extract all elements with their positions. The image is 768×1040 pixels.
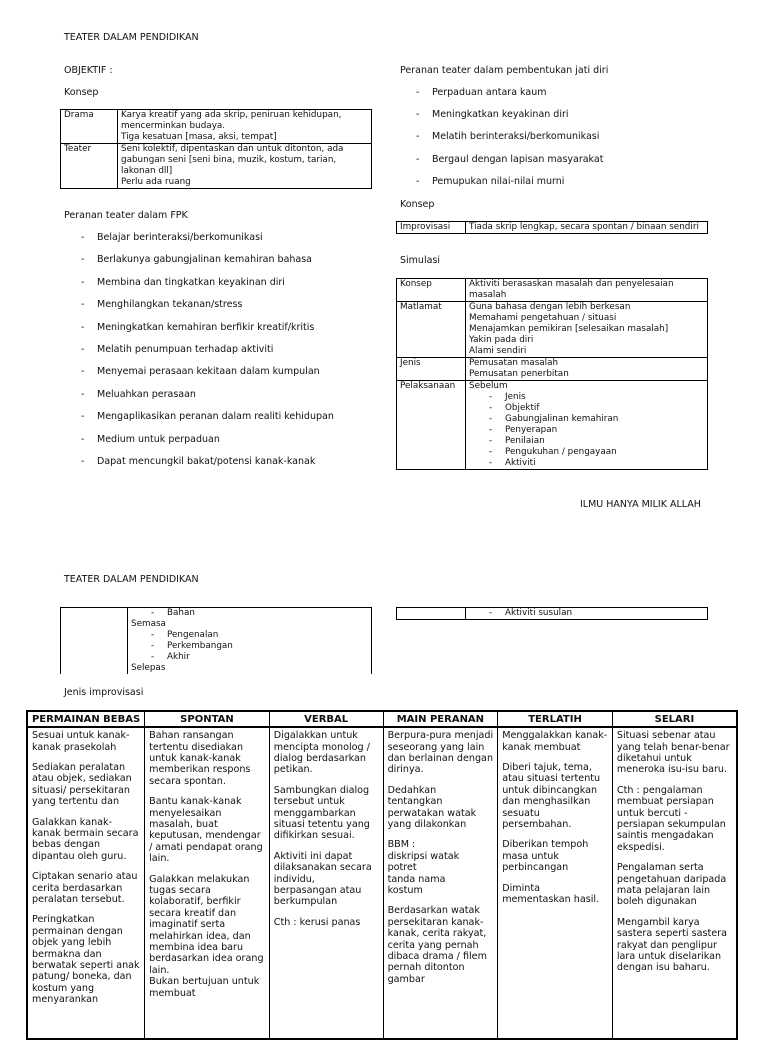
cell-para: Berpura-pura menjadi seseorang yang lain dan berlainan dengan dirinya. [387,730,494,776]
simulasi-table [396,278,708,470]
semasa-list [131,630,368,663]
page2-title: TEATER DALAM PENDIDIKAN [64,574,199,585]
cell-para: Ciptakan senario atau cerita berdasarkan peralatan tersebut. [32,871,138,905]
sebelum-list [469,392,704,469]
def-line: Alami sendiri [469,346,527,356]
list-item: - Aktiviti [489,458,704,469]
table-row [397,381,708,470]
def-jenis [466,358,708,381]
def-pelaksanaan [466,381,708,470]
jati-list [416,87,603,198]
table-row [397,302,708,358]
term-improvisasi: Improvisasi [397,222,466,234]
list-item: - Berlakunya gabungjalinan kemahiran bahasa [81,254,334,276]
cell-para: Berdasarkan watak persekitaran kanak-kanak, cerita rakyat, cerita yang pernah dibaca drama / filem pernah ditonton gambar [387,905,487,985]
cell-selari [612,727,737,1039]
cell-spontan [145,727,270,1039]
def-line: Pemusatan penerbitan [469,369,569,379]
list-item: - Bahan [151,608,368,619]
list-item: - Medium untuk perpaduan [81,434,334,456]
cell-para: Digalakkan untuk mencipta monolog / dialog berdasarkan petikan. [273,730,370,776]
konsep-table [60,109,372,189]
def-line: Seni kolektif, dipentaskan dan untuk ditonton, ada gabungan seni [seni bina, muzik, kostum, tarian, lakonan dll] [121,144,344,176]
cell-para: Peringkatkan permainan dengan objek yang lebih bermakna dan berwatak seperti anak patung/ boneka, dan kostum yang menyarankan [32,914,140,1006]
cell-para: Dedahkan tentangkan perwatakan watak yang dilakonkan [387,784,477,830]
header-selari: SELARI [612,711,737,727]
table-header-row [27,711,737,727]
list-item: - Meningkatkan keyakinan diri [416,109,603,131]
list-item: - Pemupukan nilai-nilai murni [416,176,603,198]
cell-para: Bahan ransangan tertentu disediakan untuk kanak-kanak memberikan respons secara spontan. [149,730,251,787]
page-title: TEATER DALAM PENDIDIKAN [64,32,199,43]
header-main-peranan: MAIN PERANAN [383,711,498,727]
footer-text: ILMU HANYA MILIK ALLAH [580,499,701,510]
def-matlamat [466,302,708,358]
table-row [397,358,708,381]
def-teater [118,144,372,189]
term-konsep: Konsep [397,279,466,302]
def-drama [118,110,372,144]
cell-para: Diberikan tempoh masa untuk perbincangan [502,839,589,874]
def-line: Guna bahasa dengan lebih berkesan [469,302,631,312]
list-item: - Belajar berinteraksi/berkomunikasi [81,232,334,254]
semasa-label: Semasa [131,619,166,629]
cell-para: Sesuai untuk kanak-kanak prasekolah [32,730,130,753]
cell-para: Galakkan melakukan tugas secara kolaboratif, berfikir secara kreatif dan imaginatif serta melahirkan idea, dan membina idea baru berdasarkan idea orang lain. [149,873,264,976]
improvisasi-table [396,221,708,234]
fpk-heading: Peranan teater dalam FPK [64,210,188,221]
term-jenis: Jenis [397,358,466,381]
cell-para: BBM : diskripsi watak potret tanda nama kostum [387,839,460,896]
list-item: - Gabungjalinan kemahiran [489,414,704,425]
def-line: Karya kreatif yang ada skrip, peniruan kehidupan, mencerminkan budaya. [121,110,342,131]
term-drama: Drama [61,110,118,144]
cell-permainan-bebas [27,727,145,1039]
table-row [397,279,708,302]
susulan-list [469,608,704,619]
cell-para: Menggalakkan kanak-kanak membuat [502,730,608,753]
cell-para: Pengalaman serta pengetahuan daripada mata pelajaran lain boleh digunakan [616,862,727,908]
list-item: - Pengukuhan / pengayaan [489,447,704,458]
list-item: - Perkembangan [151,641,368,652]
cell-para: Sambungkan dialog tersebut untuk menggambarkan situasi tetentu yang difikirkan sesuai. [273,784,370,842]
list-item: - Pengenalan [151,630,368,641]
term-cell [61,608,128,675]
list-item: - Melatih berinteraksi/berkomunikasi [416,131,603,153]
list-item: - Aktiviti susulan [489,608,704,619]
def-line: Pemusatan masalah [469,358,559,368]
header-verbal: VERBAL [269,711,383,727]
cell-main-peranan [383,727,498,1039]
def-line: Tiga kesatuan [masa, aksi, tempat] [121,132,277,142]
list-item: - Penilaian [489,436,704,447]
table-row [27,727,737,1039]
list-item: - Jenis [489,392,704,403]
def-line: Yakin pada diri [469,335,534,345]
cell-para: Bantu kanak-kanak menyelesaikan masalah, buat keputusan, mendengar / amati pendapat orang lain. [149,796,263,865]
jati-heading: Peranan teater dalam pembentukan jati diri [400,65,609,76]
list-item: - Membina dan tingkatkan keyakinan diri [81,277,334,299]
bahan-list [131,608,368,619]
selepas-label: Selepas [131,663,166,673]
cell-para: Diminta mementaskan hasil. [502,882,600,905]
cell-terlatih [498,727,613,1039]
table-row [61,110,372,144]
term-pelaksanaan: Pelaksanaan [397,381,466,470]
konsep-label: Konsep [64,87,99,98]
table-row [397,222,708,234]
konsep2-label: Konsep [400,199,435,210]
list-item: - Meningkatkan kemahiran berfikir kreatif/kritis [81,322,334,344]
def-line: Memahami pengetahuan / situasi [469,313,617,323]
table-row [397,608,708,620]
fpk-list [81,232,334,478]
list-item: - Objektif [489,403,704,414]
def-cell [128,608,372,675]
cell-verbal [269,727,383,1039]
list-item: - Meluahkan perasaan [81,389,334,411]
cell-para: Aktiviti ini dapat dilaksanakan secara individu, berpasangan atau berkumpulan [273,850,372,908]
def-cell [466,608,708,620]
jenis-improvisasi-label: Jenis improvisasi [64,687,144,698]
cell-para: Sediakan peralatan atau objek, sediakan situasi/ persekitaran yang tertentu dan [32,761,132,808]
list-item: - Menyemai perasaan kekitaan dalam kumpulan [81,366,334,388]
list-item: - Dapat mencungkil bakat/potensi kanak-kanak [81,456,334,478]
jenis-improvisasi-table [26,710,738,1040]
header-permainan-bebas: PERMAINAN BEBAS [27,711,145,727]
table-row [61,608,372,675]
table-row [61,144,372,189]
term-cell [397,608,466,620]
list-item: - Akhir [151,652,368,663]
list-item: - Menghilangkan tekanan/stress [81,299,334,321]
cell-para: Diberi tajuk, tema, atau situasi tertentu untuk dibincangkan dan menghasilkan sesuatu persembahan. [502,761,601,830]
cell-para: Cth : pengalaman membuat persiapan untuk bercuti - persiapan sekumpulan saintis mengadakan ekspedisi. [616,784,726,853]
cell-para: Cth : kerusi panas [273,916,361,928]
def-konsep: Aktiviti berasaskan masalah dan penyelesaian masalah [466,279,708,302]
sebelum-label: Sebelum [469,381,508,391]
header-spontan: SPONTAN [145,711,270,727]
def-improvisasi: Tiada skrip lengkap, secara spontan / binaan sendiri [466,222,708,234]
simulasi-label: Simulasi [400,255,440,266]
def-line: Perlu ada ruang [121,177,191,187]
list-item: - Melatih penumpuan terhadap aktiviti [81,344,334,366]
objektif-label: OBJEKTIF : [64,65,113,76]
cell-para: Situasi sebenar atau yang telah benar-benar diketahui untuk meneroka isu-isu baru. [616,730,730,776]
cell-para: Mengambil karya sastera seperti sastera rakyat dan penglipur lara untuk diselarikan dengan isu baharu. [616,916,727,974]
term-matlamat: Matlamat [397,302,466,358]
list-item: - Mengaplikasikan peranan dalam realiti kehidupan [81,411,334,433]
cell-para: Galakkan kanak-kanak bermain secara bebas dengan dipantau oleh guru. [32,816,139,862]
header-terlatih: TERLATIH [498,711,613,727]
list-item: - Bergaul dengan lapisan masyarakat [416,154,603,176]
pelaksanaan-cont-table [60,607,372,674]
term-teater: Teater [61,144,118,189]
pelaksanaan-cont-table-right [396,607,708,620]
list-item: - Penyerapan [489,425,704,436]
list-item: - Perpaduan antara kaum [416,87,603,109]
cell-para: Bukan bertujuan untuk membuat [149,976,260,999]
def-line: Menajamkan pemikiran [selesaikan masalah] [469,324,669,334]
